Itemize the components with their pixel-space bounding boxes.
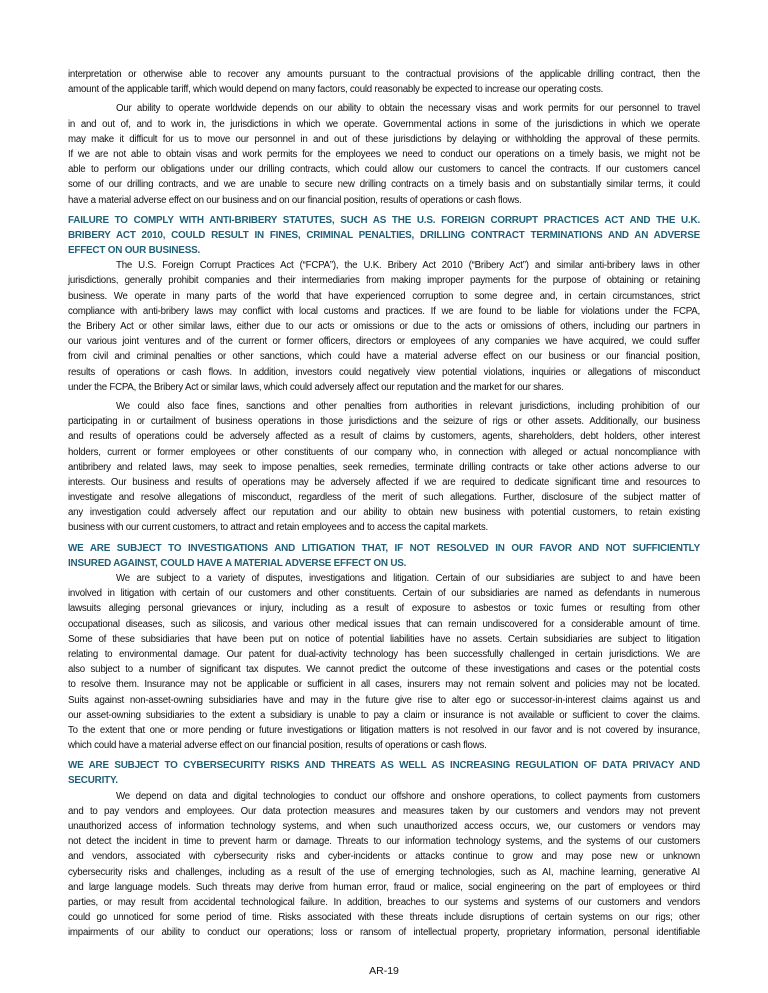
- text-line: also subject to a number of significant tax disputes. We cannot predict the outcome of these investigations and cases or the potential costs: [68, 664, 700, 676]
- text-line: from civil and criminal penalties or other sanctions, which could have a material adverse effect on our business or our financial position,: [68, 351, 700, 363]
- text-line: Suits against non-asset-owning subsidiaries have and may in the future give rise to alter ego or successor-in-interest claims against us and: [68, 694, 700, 706]
- text-line: interests. Our business and results of operations may be adversely affected if we are required to dedicate significant time and resources to: [68, 476, 700, 488]
- text-line: to resolve them. Insurance may not be applicable or sufficient in all cases, insurers may not remain solvent and policies may not be located.: [68, 679, 700, 691]
- text-line: under the FCPA, the Bribery Act or similar laws, which could adversely affect our reputation and the market for our shares.: [68, 381, 564, 393]
- text-line: WE ARE SUBJECT TO CYBERSECURITY RISKS AND THREATS AS WELL AS INCREASING REGULATION OF DATA PRIVACY AND: [68, 760, 700, 772]
- text-line: and results of operations could be adversely affected as a result of claims by customers, agents, shareholders, debt holders, other interest: [68, 431, 700, 443]
- text-line: our various joint ventures and of the current or former officers, directors or employees of any companies we have acquired, we could suffer: [68, 336, 700, 348]
- text-line: may make it difficult for us to move our personnel in and out of these jurisdictions by delaying or withholding the approval of these permits.: [68, 133, 700, 145]
- text-line: We depend on data and digital technologies to conduct our offshore and onshore operations, to collect payments from customers: [116, 790, 700, 802]
- text-line: have a material adverse effect on our business and on our financial position, results of operations or cash flows.: [68, 194, 522, 206]
- text-line: jurisdictions, generally prohibit companies and their intermediaries from making improper payments for the purpose of obtaining or retaining: [68, 275, 700, 287]
- section-heading: [68, 213, 700, 259]
- text-line: investigate and resolve allegations of misconduct, regardless of the merit of such allegations. Further, disclosure of the subject matter of: [68, 492, 700, 504]
- paragraph: [68, 571, 700, 753]
- text-line: FAILURE TO COMPLY WITH ANTI-BRIBERY STATUTES, SUCH AS THE U.S. FOREIGN CORRUPT PRACTICES ACT AND THE U.K.: [68, 214, 700, 226]
- text-line: any investigation could adversely affect our reputation and our ability to obtain new business with potential customers, to retain existing: [68, 507, 700, 519]
- text-line: INSURED AGAINST, COULD HAVE A MATERIAL ADVERSE EFFECT ON US.: [68, 557, 407, 569]
- text-line: business. We operate in many parts of the world that have experienced corruption to some degree and, in certain circumstances, strict: [68, 290, 700, 302]
- text-line: We are subject to a variety of disputes, investigations and litigation. Certain of our subsidiaries are subject to and have been: [116, 573, 700, 584]
- text-line: Our ability to operate worldwide depends on our ability to obtain the necessary visas and work permits for our personnel to travel: [116, 103, 700, 115]
- text-line: and large language models. Such threats may derive from human error, fraud or malice, social engineering on the part of employees or third: [68, 881, 700, 893]
- document-body: [68, 67, 700, 941]
- paragraph: [68, 399, 700, 536]
- text-line: our asset-owning subsidiaries to the extent a subsidiary is unable to pay a claim or insurance is not available or sufficient to cover the claims.: [68, 709, 700, 721]
- text-line: occupational diseases, such as silicosis, and various other medical issues that can remain undiscovered for a considerable amount of time.: [68, 618, 700, 630]
- paragraph: [68, 258, 700, 395]
- text-line: in and out of, and to work in, the jurisdictions in which we operate. Governmental actions in some of the jurisdictions in which we operate: [68, 118, 700, 130]
- text-line: holders, current or former employees or other constituents of our company who, in connection with alleged or actual noncompliance with: [68, 446, 700, 458]
- text-line: relating to environmental damage. Our patent for dual-activity technology has been successfully challenged in certain jurisdictions. We are: [68, 648, 700, 660]
- text-line: antibribery and related laws, may seek to impose penalties, seek remedies, terminate drilling contracts or take other actions adverse to our: [68, 461, 700, 473]
- text-line: parties, or may result from accidental technological failure. In addition, breaches to our systems and systems of our customers and vendors: [68, 896, 700, 908]
- paragraph: [68, 789, 700, 941]
- text-line: interpretation or otherwise able to recover any amounts pursuant to the contractual provisions of the applicable drilling contract, then the: [68, 69, 700, 80]
- text-line: could go unnoticed for some period of time. Risks associated with these threats include disruptions of certain systems on our rigs; other: [68, 912, 700, 924]
- text-line: able to perform our obligations under our drilling contracts, which could allow our customers to cancel the contracts. If our customers cancel: [68, 164, 700, 176]
- text-line: results of operations or cash flows. In addition, investors could negatively view potential violations, inquiries or allegations of misconduct: [68, 366, 700, 378]
- text-line: some of our drilling contracts, and we are unable to secure new drilling contracts on a timely basis and on substantially similar terms, it could: [68, 179, 700, 191]
- text-line: compliance with anti-bribery laws may conflict with local customs and practices. If we are found to be liable for violations under the FCPA,: [68, 305, 700, 317]
- text-line: impairments of our ability to conduct our operations; loss or ransom of intellectual property, proprietary information, personal identifiable: [68, 927, 700, 939]
- text-line: We could also face fines, sanctions and other penalties from authorities in relevant jurisdictions, including prohibition of our: [116, 400, 700, 412]
- text-line: Some of these subsidiaries that have been put on notice of potential liabilities have no assets. Certain subsidiaries are subject to litigation: [68, 633, 700, 645]
- text-line: To the extent that one or more pending or future investigations or litigation matters is not resolved in our favor and is not covered by insurance,: [68, 724, 700, 736]
- text-line: WE ARE SUBJECT TO INVESTIGATIONS AND LITIGATION THAT, IF NOT RESOLVED IN OUR FAVOR AND NOT SUFFICIENTLY: [68, 542, 700, 554]
- paragraph: [68, 101, 700, 207]
- text-line: and to pay vendors and employees. Our data protection measures and measures taken by our customers and vendors may not prevent: [68, 805, 700, 817]
- paragraph: [68, 67, 700, 97]
- text-line: the Bribery Act or other similar laws, either due to our acts or omissions or due to the acts or omissions of others, including our partners in: [68, 321, 700, 332]
- text-line: not detect the incident in time to prevent harm or damage. Threats to our information technology systems, and the systems of our customers: [68, 836, 700, 848]
- text-line: BRIBERY ACT 2010, COULD RESULT IN FINES, CRIMINAL PENALTIES, DRILLING CONTRACT TERMINATIONS AND AN ADVERSE: [68, 229, 700, 241]
- text-line: SECURITY.: [68, 775, 118, 787]
- text-line: involved in litigation with certain of our customers and other constituents. Certain of our subsidiaries are named as defendants in numerous: [68, 588, 700, 600]
- page-number: AR-19: [369, 965, 399, 977]
- text-line: The U.S. Foreign Corrupt Practices Act (“FCPA”), the U.K. Bribery Act 2010 (“Bribery Act”) and similar anti-bribery laws in other: [116, 260, 700, 272]
- text-line: unauthorized access of information technology systems, and when such unauthorized access occurs, we, our customers or vendors may: [68, 821, 700, 832]
- text-line: EFFECT ON OUR BUSINESS.: [68, 245, 201, 257]
- text-line: amount of the applicable tariff, which would depend on many factors, could reasonably be expected to increase our operating costs.: [68, 84, 604, 96]
- text-line: If we are not able to obtain visas and work permits for the employees we need to conduct our operations on a timely basis, we might not be: [68, 148, 700, 160]
- section-heading: [68, 758, 700, 788]
- text-line: and vendors, associated with cybersecurity risks and cyber-incidents or attacks continue to grow and may pose new or unknown: [68, 851, 700, 863]
- text-line: lawsuits alleging personal grievances or injury, including as a result of exposure to asbestos or toxic fumes or resulting from other: [68, 603, 700, 615]
- text-line: participating in or curtailment of business operations in those jurisdictions and the seizure of rigs or other assets. Additionally, our business: [68, 416, 700, 428]
- section-heading: [68, 541, 700, 571]
- text-line: cybersecurity risks and challenges, including as a result of the use of emerging technologies, such as AI, machine learning, generative AI: [68, 866, 700, 878]
- text-line: business with our current customers, to attract and retain employees and to access the capital markets.: [68, 522, 488, 534]
- text-line: which could have a material adverse effect on our financial position, results of operations or cash flows.: [68, 740, 487, 752]
